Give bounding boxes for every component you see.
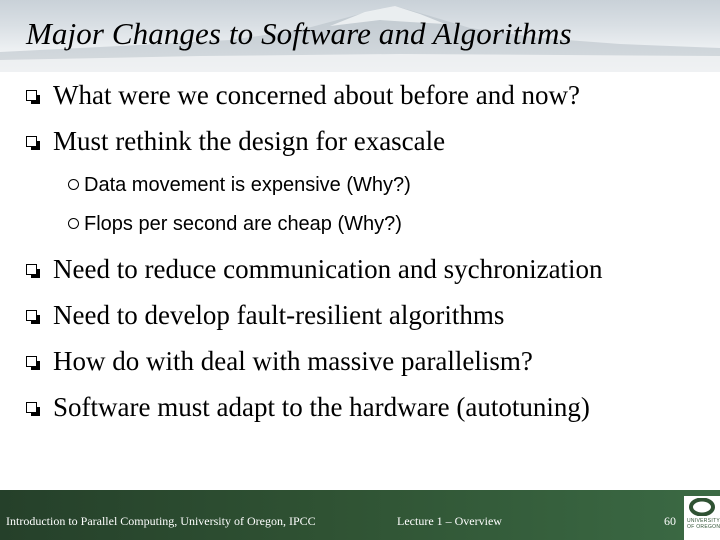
- circle-bullet-icon: [68, 179, 79, 190]
- footer-lecture: Lecture 1 – Overview: [397, 514, 502, 528]
- list-item: [26, 254, 603, 284]
- square-bullet-icon: [26, 136, 37, 147]
- page-number: 60: [664, 514, 676, 528]
- sub-list-item: [68, 212, 402, 236]
- list-item: [26, 80, 580, 110]
- footer-course: Introduction to Parallel Computing, University of Oregon, IPCC: [6, 514, 316, 528]
- bullet-text: How do with deal with massive parallelism?: [53, 346, 533, 376]
- square-bullet-icon: [26, 90, 37, 101]
- bullet-text: What were we concerned about before and now?: [53, 80, 580, 110]
- page-title: Major Changes to Software and Algorithms: [26, 16, 572, 51]
- list-item: [26, 346, 533, 376]
- square-bullet-icon: [26, 310, 37, 321]
- bullet-text: Need to reduce communication and sychronization: [53, 254, 603, 284]
- list-item: [26, 300, 504, 330]
- logo-wordmark: UNIVERSITY OF OREGON: [687, 518, 720, 530]
- square-bullet-icon: [26, 264, 37, 275]
- oregon-o-icon: [688, 498, 716, 516]
- bullet-text: Software must adapt to the hardware (autotuning): [53, 392, 590, 422]
- bullet-text: Must rethink the design for exascale: [53, 126, 446, 156]
- bullet-text: Need to develop fault-resilient algorithms: [53, 300, 505, 330]
- circle-bullet-icon: [68, 218, 79, 229]
- list-item: [26, 126, 445, 156]
- square-bullet-icon: [26, 402, 37, 413]
- square-bullet-icon: [26, 356, 37, 367]
- footer-bar: [0, 490, 720, 540]
- sub-bullet-text: Data movement is expensive (Why?): [84, 174, 411, 196]
- sub-bullet-text: Flops per second are cheap (Why?): [84, 213, 402, 235]
- list-item: [26, 392, 590, 422]
- sub-list-item: [68, 173, 411, 197]
